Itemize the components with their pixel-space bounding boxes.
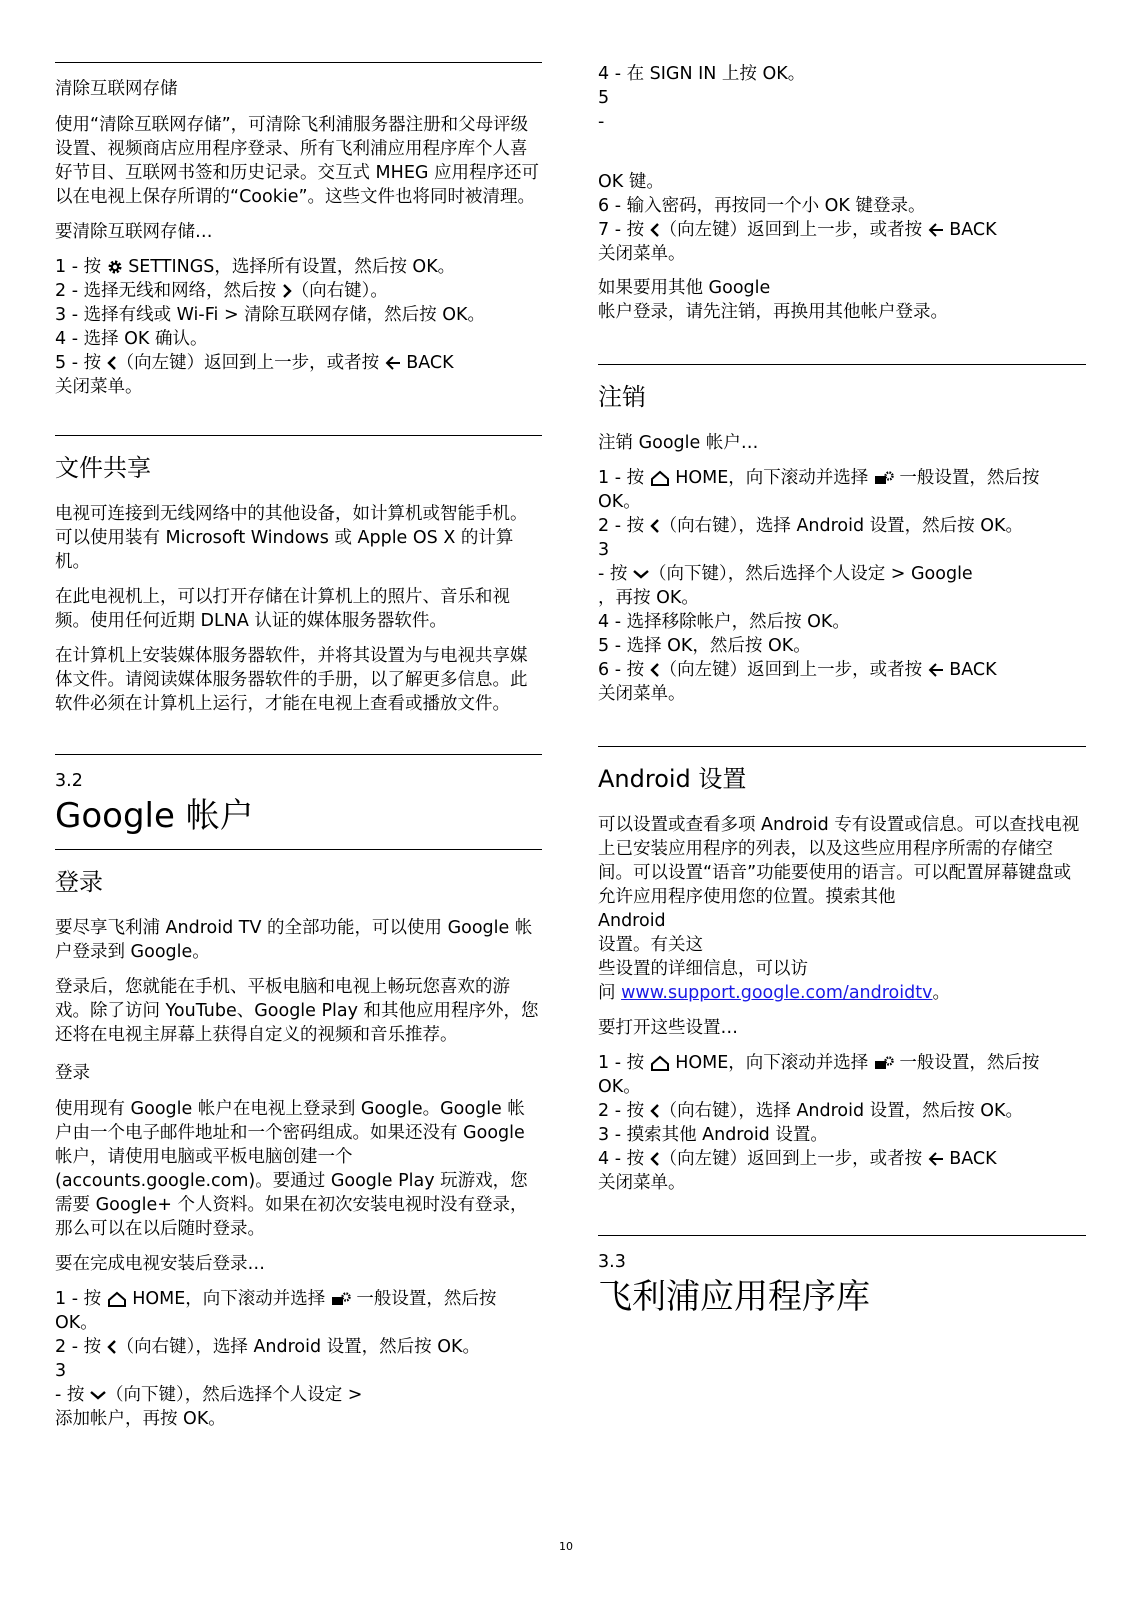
- support-link[interactable]: www.support.google.com/androidtv: [621, 983, 933, 1003]
- step-3-cont: - 按 （向下键），然后选择个人设定 >: [55, 1385, 363, 1405]
- general-settings-icon: [874, 1056, 894, 1070]
- back-arrow-icon: [928, 223, 944, 237]
- chevron-left-icon: [650, 519, 660, 533]
- step-6: 6 - 按 （向左键）返回到上一步，或者按 BACK: [598, 660, 997, 680]
- chevron-left-icon: [650, 223, 660, 237]
- back-arrow-icon: [928, 663, 944, 677]
- home-icon: [650, 1055, 670, 1071]
- sign-in-steps-cont: [598, 62, 1086, 266]
- chapter-number: 3.3: [598, 1252, 626, 1272]
- chevron-left-icon: [650, 1104, 660, 1118]
- step-3-end: ，再按 OK。: [598, 588, 699, 608]
- step-2: 2 - 选择无线和网络，然后按 （向右键）。: [55, 281, 388, 301]
- page-number: 10: [559, 1540, 573, 1553]
- sign-in-p2: 登录后，您就能在手机、平板电脑和电视上畅玩您喜欢的游戏。除了访问 YouTube、Google Play 和其他应用程序外，您还将在电视主屏幕上获得自定义的视频和音乐推荐。: [55, 977, 539, 1045]
- chapter-divider: [55, 754, 542, 755]
- clear-storage-description: 使用“清除互联网存储”，可清除飞利浦服务器注册和父母评级设置、视频商店应用程序登录、所有飞利浦应用程序库个人喜好节目、互联网书签和历史记录。交互式 MHEG 应用程序还可以在电视上保存所谓的“Cookie”。这些文件也将同时被清理。: [55, 115, 539, 207]
- file-sharing-heading: 文件共享: [55, 454, 151, 482]
- chevron-left-icon: [650, 663, 660, 677]
- step-4-cont: 关闭菜单。: [598, 1173, 686, 1193]
- android-settings-description: 可以设置或查看多项 Android 专有设置或信息。可以查找电视上已安装应用程序的列表，以及这些应用程序所需的存储空间。可以设置“语音”功能要使用的语言。可以配置屏幕键盘或允许应用程序使用您的位置。摸索其他 Android 设置。有关这 些设置的详细信息，可以访 问 www.support.google.com/androidtv。: [598, 815, 1080, 1003]
- step-7-cont: 关闭菜单。: [598, 244, 686, 264]
- home-icon: [107, 1291, 127, 1307]
- step-3-end: 添加帐户，再按 OK。: [55, 1409, 226, 1429]
- android-settings-steps: [598, 1051, 1086, 1195]
- chapter-title: Google 帐户: [55, 796, 254, 836]
- file-sharing-p3: 在计算机上安装媒体服务器软件，并将其设置为与电视共享媒体文件。请阅读媒体服务器软件的手册，以了解更多信息。此软件必须在计算机上运行，才能在电视上查看或播放文件。: [55, 646, 528, 714]
- step-1: 1 - 按 HOME，向下滚动并选择 一般设置，然后按 OK。: [598, 468, 1040, 512]
- sign-in-p1: 要尽享飞利浦 Android TV 的全部功能，可以使用 Google 帐户登录到 Google。: [55, 918, 533, 962]
- other-account-note: 如果要用其他 Google 帐户登录，请先注销，再换用其他帐户登录。: [598, 278, 948, 322]
- step-7: 7 - 按 （向左键）返回到上一步，或者按 BACK: [598, 220, 997, 240]
- step-3: 3 - 摸索其他 Android 设置。: [598, 1125, 828, 1145]
- sign-in-intro: 要在完成电视安装后登录…: [55, 1254, 265, 1274]
- sign-in-p3: 使用现有 Google 帐户在电视上登录到 Google。Google 帐户由一个电子邮件地址和一个密码组成。如果还没有 Google 帐户，请使用电脑或平板电脑创建一个 (accounts.google.com)。要通过 Google Play 玩游戏，您需要 Google+ 个人资料。如果在初次安装电视时没有登录，那么可以在以后随时登录。: [55, 1099, 528, 1239]
- sign-in-steps: [55, 1287, 542, 1431]
- step-5: 5 - 选择 OK，然后按 OK。: [598, 636, 811, 656]
- step-3-cont: - 按 （向下键），然后选择个人设定 > Google: [598, 564, 973, 584]
- back-arrow-icon: [385, 356, 401, 370]
- android-settings-intro: 要打开这些设置…: [598, 1018, 738, 1038]
- section-divider: [55, 849, 542, 850]
- clear-storage-steps: [55, 255, 542, 399]
- step-2: 2 - 按 （向右键），选择 Android 设置，然后按 OK。: [55, 1337, 480, 1357]
- chevron-left-icon: [650, 1152, 660, 1166]
- step-2: 2 - 按 （向右键），选择 Android 设置，然后按 OK。: [598, 1101, 1023, 1121]
- clear-storage-label: 清除互联网存储: [55, 79, 178, 99]
- step-4: 4 - 在 SIGN IN 上按 OK。: [598, 64, 806, 84]
- back-arrow-icon: [928, 1152, 944, 1166]
- step-6: 6 - 输入密码，再按同一个小 OK 键登录。: [598, 196, 926, 216]
- sign-out-heading: 注销: [598, 383, 646, 411]
- step-4: 4 - 选择移除帐户，然后按 OK。: [598, 612, 850, 632]
- blank-space: [598, 134, 1086, 170]
- step-3: 3: [55, 1361, 67, 1381]
- home-icon: [650, 470, 670, 486]
- file-sharing-p2: 在此电视机上，可以打开存储在计算机上的照片、音乐和视频。使用任何近期 DLNA 认证的媒体服务器软件。: [55, 587, 510, 631]
- step-5: 5 - 按 （向左键）返回到上一步，或者按 BACK: [55, 353, 454, 373]
- chapter-number: 3.2: [55, 771, 83, 791]
- section-divider: [598, 746, 1086, 747]
- sign-out-steps: [598, 466, 1086, 706]
- step-6-cont: 关闭菜单。: [598, 684, 686, 704]
- section-divider: [55, 435, 542, 436]
- left-column: [55, 62, 542, 1431]
- step-3: 3 - 选择有线或 Wi-Fi > 清除互联网存储，然后按 OK。: [55, 305, 485, 325]
- general-settings-icon: [874, 471, 894, 485]
- sign-in-heading: 登录: [55, 868, 103, 896]
- step-2: 2 - 按 （向右键），选择 Android 设置，然后按 OK。: [598, 516, 1023, 536]
- chevron-down-icon: [633, 569, 649, 579]
- clear-storage-intro: 要清除互联网存储…: [55, 222, 213, 242]
- sign-out-intro: 注销 Google 帐户…: [598, 433, 759, 453]
- general-settings-icon: [331, 1292, 351, 1306]
- step-4: 4 - 选择 OK 确认。: [55, 329, 208, 349]
- step-4: 4 - 按 （向左键）返回到上一步，或者按 BACK: [598, 1149, 997, 1169]
- step-5-cont: OK 键。: [598, 172, 664, 192]
- chevron-left-icon: [107, 1340, 117, 1354]
- android-settings-heading: Android 设置: [598, 765, 747, 793]
- step-5: 5: [598, 88, 610, 108]
- chevron-right-icon: [282, 284, 292, 298]
- chapter-divider: [598, 1235, 1086, 1236]
- chevron-down-icon: [90, 1390, 106, 1400]
- step-1: 1 - 按 HOME，向下滚动并选择 一般设置，然后按 OK。: [598, 1053, 1040, 1097]
- step-3: 3: [598, 540, 610, 560]
- settings-gear-icon: [107, 259, 123, 275]
- step-1: 1 - 按 HOME，向下滚动并选择 一般设置，然后按 OK。: [55, 1289, 497, 1333]
- section-divider: [598, 364, 1086, 365]
- right-column: [598, 62, 1086, 1330]
- chevron-left-icon: [107, 356, 117, 370]
- chapter-title: 飞利浦应用程序库: [598, 1277, 870, 1317]
- step-1: 1 - 按 SETTINGS，选择所有设置，然后按 OK。: [55, 257, 456, 277]
- step-5-dash: -: [598, 112, 605, 132]
- step-5-cont: 关闭菜单。: [55, 377, 143, 397]
- section-divider: [55, 62, 542, 63]
- sign-in-label: 登录: [55, 1063, 90, 1083]
- file-sharing-p1: 电视可连接到无线网络中的其他设备，如计算机或智能手机。可以使用装有 Microsoft Windows 或 Apple OS X 的计算机。: [55, 504, 528, 572]
